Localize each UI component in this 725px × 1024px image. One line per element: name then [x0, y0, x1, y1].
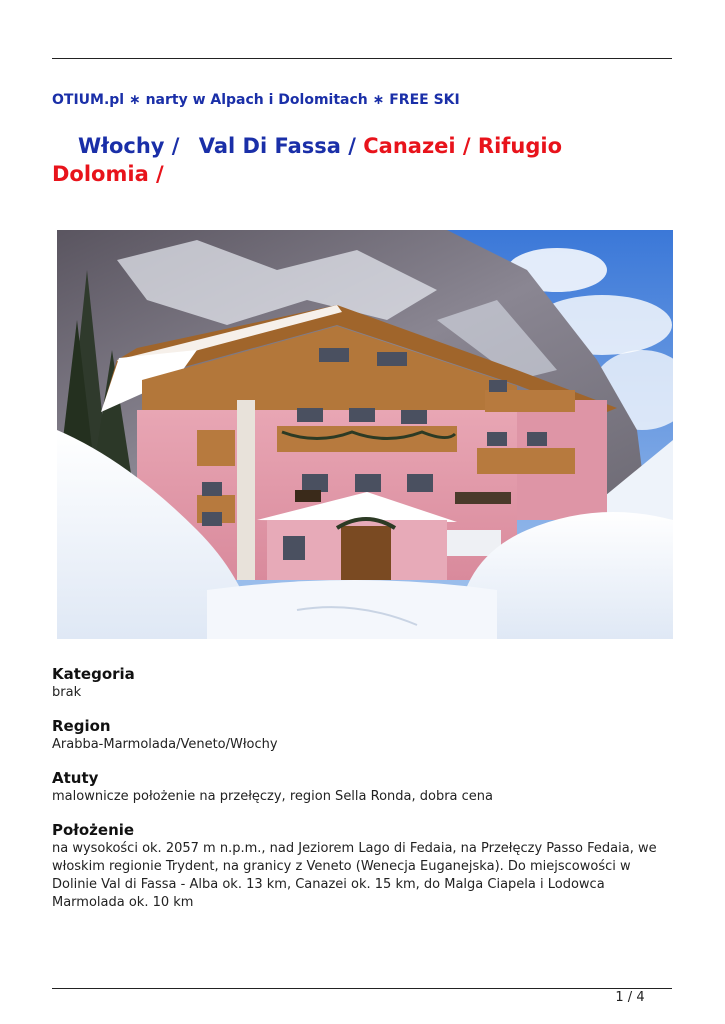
field-label: Region	[52, 717, 111, 735]
breadcrumb	[52, 132, 652, 188]
field-polozenie	[52, 820, 676, 912]
breadcrumb-place[interactable]: Rifugio Dolomia /	[52, 134, 563, 186]
field-value: Arabba-Marmolada/Veneto/Włochy	[52, 737, 278, 752]
bottom-rule	[52, 988, 672, 989]
breadcrumb-country[interactable]: Włochy /	[78, 134, 180, 158]
field-value: malownicze położenie na przełęczy, region Sella Ronda, dobra cena	[52, 789, 494, 804]
field-label: Kategoria	[52, 665, 135, 683]
page-number: 1 / 4	[615, 990, 645, 1005]
field-label: Atuty	[52, 769, 99, 787]
field-value: na wysokości ok. 2057 m n.p.m., nad Jeziorem Lago di Fedaia, na Przełęczy Passo Fedaia, we włoskim regionie Trydent, na granicy z Veneto (Wenecja Euganejska). Do miejscowości w Dolinie Val di Fassa - Alba ok. 13 km, Canazei ok. 15 km, do Malga Ciapela i Lodowca Marmolada ok. 10 km	[52, 841, 657, 910]
site-header[interactable]: OTIUM.pl ∗ narty w Alpach i Dolomitach ∗ FREE SKI	[52, 92, 460, 108]
field-label: Położenie	[52, 821, 135, 839]
field-value: brak	[52, 685, 82, 700]
field-region	[52, 716, 676, 754]
field-atuty	[52, 768, 676, 806]
hotel-photo	[57, 230, 673, 639]
field-kategoria	[52, 664, 676, 702]
breadcrumb-region[interactable]: Val Di Fassa /	[198, 134, 356, 158]
breadcrumb-town[interactable]: Canazei /	[363, 134, 471, 158]
top-rule	[52, 58, 672, 59]
info-fields	[52, 664, 676, 926]
